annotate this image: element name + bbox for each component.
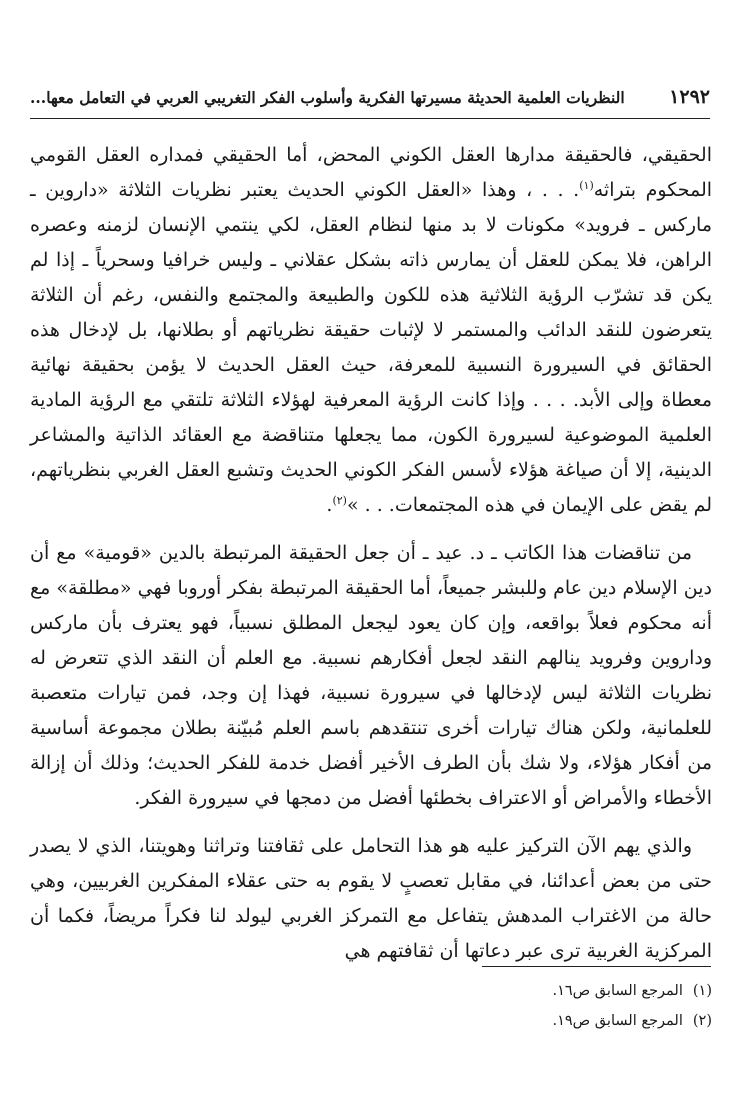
page-header bbox=[30, 86, 710, 119]
running-title: النظريات العلمية الحديثة مسيرتها الفكرية وأسلوب الفكر التغريبي العربي في التعامل معها... bbox=[30, 88, 625, 107]
paragraph-3: والذي يهم الآن التركيز عليه هو هذا التحامل على ثقافتنا وتراثنا وهويتنا، الذي لا يصدر حتى من بعض أعدائنا، في مقابل تعصبٍ لا يقوم به حتى عقلاء المفكرين الغربيين، وهي حالة من الاغتراب المدهش يتفاعل مع التمركز الغربي ليولد لنا فكراً مريضاً، فكما أن المركزية الغربية ترى عبر دعاتها أن ثقافتهم هي bbox=[30, 835, 712, 962]
page-number: ١٢٩٢ bbox=[669, 86, 710, 108]
paragraph-1-part-a: الحقيقي، فالحقيقة مدارها العقل الكوني المحض، أما الحقيقي فمداره العقل القومي المحكوم بتراثه bbox=[30, 144, 713, 201]
footnote-1-text: المرجع السابق ص١٦. bbox=[552, 983, 683, 999]
footnote-1-number: (١) bbox=[692, 983, 712, 999]
footnotes bbox=[412, 976, 712, 1036]
footnote-2 bbox=[412, 1006, 712, 1036]
footnote-2-text: المرجع السابق ص١٩. bbox=[552, 1013, 683, 1029]
footnote-2-number: (٢) bbox=[692, 1013, 712, 1029]
body-text bbox=[30, 138, 712, 982]
footnote-ref-2: (٢) bbox=[332, 494, 347, 507]
footnote-ref-1: (١) bbox=[579, 179, 594, 192]
paragraph-2: من تناقضات هذا الكاتب ـ د. عيد ـ أن جعل الحقيقة المرتبطة بالدين «قومية» مع أن دين الإسلام دين عام وللبشر جميعاً، أما الحقيقة المرتبطة بفكر أوروبا فهي «مطلقة» مع أنه محكوم فعلاً بواقعه، وإن كان يعود ليجعل المطلق نسبياً، فهو يعترف بأن ماركس وداروين وفرويد ينالهم النقد لجعل أفكارهم نسبية. مع العلم أن النقد الذي تتعرض له نظريات الثلاثة ليس لإدخالها في سيرورة نسبية، فهذا إن وجد، فمن تيارات متعصبة للعلمانية، ولكن هناك تيارات أخرى تنتقدهم باسم العلم مُبيّنة بطلان مجموعة أساسية من أفكار هؤلاء، ولا شك بأن الطرف الأخير أفضل خدمة للفكر الحديث؛ وذلك أن إزالة الأخطاء والأمراض أو الاعتراف بخطئها أفضل من دمجها في سيرورة الفكر. bbox=[30, 542, 712, 809]
paragraph-1-end: . bbox=[326, 494, 333, 516]
paragraph-1-part-b: . . . ، وهذا «العقل الكوني الحديث يعتبر نظريات الثلاثة «داروين ـ ماركس ـ فرويد» مكونات لا بد منها لنظام العقل، لكي ينتمي الإنسان لزمنه وعصره الراهن، فلا يمكن للعقل أن يمارس ذاته بشكل عقلاني ـ وليس خرافيا وسحرياً ـ إذا لم يكن قد تشرّب الرؤية الثلاثية هذه للكون والطبيعة والمجتمع والنفس، رغم أن الثلاثة يتعرضون للنقد الدائب والمستمر لا لإثبات حقيقة نظرياتهم أو بطلانها، بل لإدخال هذه الحقائق في السيرورة النسبية للمعرفة، حيث العقل الحديث لا يؤمن بحقيقة نهائية معطاة وإلى الأبد. . . . وإذا كانت الرؤية المعرفية لهؤلاء الثلاثة تلتقي مع الرؤية المادية العلمية الموضوعية لسيرورة الكون، مما يجعلها متناقضة مع العقائد الذاتية والمشاعر الدينية، إلا أن صياغة هؤلاء لأسس الفكر الكوني الحديث وتشبع العقل الغربي بنظرياتهم، لم يقض على الإيمان في هذه المجتمعات. . . » bbox=[30, 179, 713, 516]
footnote-1 bbox=[412, 976, 712, 1006]
paragraph-1 bbox=[30, 138, 712, 523]
footnote-divider bbox=[482, 966, 711, 967]
